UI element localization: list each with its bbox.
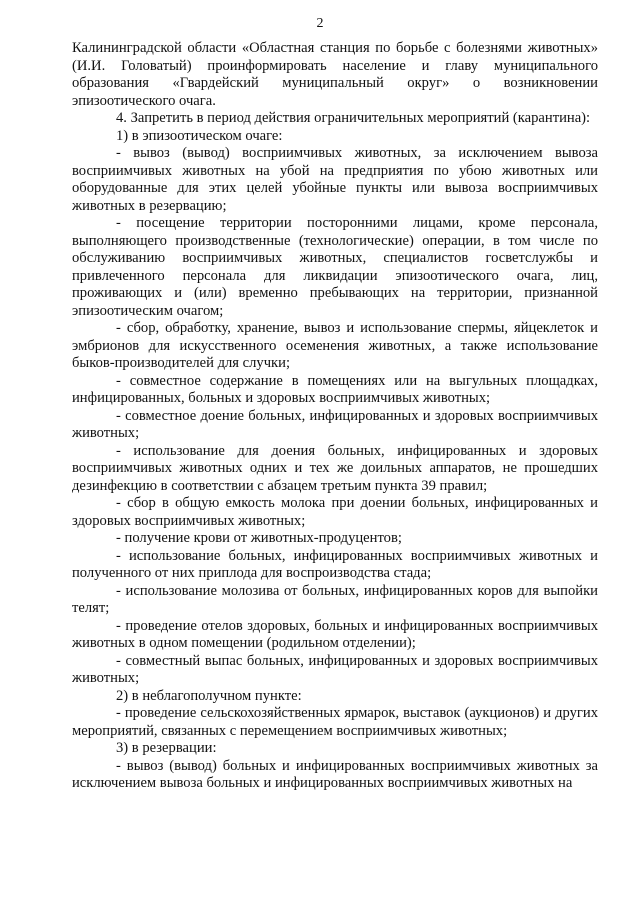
- paragraph-8: - совместное доение больных, инфицированных и здоровых восприимчивых животных;: [72, 407, 598, 441]
- paragraph-6: - сбор, обработку, хранение, вывоз и использование спермы, яйцеклеток и эмбрионов для искусственного осеменения животных, а также использование быков-производителей для случки;: [72, 320, 598, 371]
- page-number: 2: [316, 16, 324, 31]
- paragraph-11: - получение крови от животных-продуцентов;: [116, 530, 402, 546]
- paragraph-13: - использование молозива от больных, инфицированных коров для выпойки телят;: [72, 582, 598, 616]
- paragraph-19: - вывоз (вывод) больных и инфицированных восприимчивых животных за исключением вывоза больных и инфицированных восприимчивых животных на: [72, 757, 598, 791]
- paragraph-14: - проведение отелов здоровых, больных и инфицированных восприимчивых животных в одном помещении (родильном отделении);: [72, 617, 598, 651]
- paragraph-16: 2) в неблагополучном пункте:: [116, 687, 302, 704]
- paragraph-2: 4. Запретить в период действия ограничительных мероприятий (карантина):: [116, 110, 591, 126]
- paragraph-1: Калининградской области «Областная станция по борьбе с болезнями животных» (И.И. Головатый) проинформировать население и главу муниципального образования «Гвардейский муниципальный округ» о возникновении эпизоотического очага.: [72, 40, 598, 109]
- paragraph-10: - сбор в общую емкость молока при доении больных, инфицированных и здоровых восприимчивых животных;: [72, 495, 598, 529]
- paragraph-17: - проведение сельскохозяйственных ярмарок, выставок (аукционов) и других мероприятий, связанных с перемещением восприимчивых животных;: [72, 705, 598, 739]
- paragraph-4: - вывоз (вывод) восприимчивых животных, за исключением вывоза восприимчивых животных на убой на предприятия по убою животных или оборудованные для этих целей убойные пункты или вывоза восприимчивых животных в резервацию;: [72, 145, 598, 214]
- paragraph-7: - совместное содержание в помещениях или на выгульных площадках, инфицированных, больных и здоровых восприимчивых животных;: [72, 372, 598, 406]
- paragraph-12: - использование больных, инфицированных восприимчивых животных и полученного от них приплода для воспроизводства стада;: [72, 547, 598, 581]
- document-body: [72, 40, 598, 793]
- paragraph-3: 1) в эпизоотическом очаге:: [116, 127, 283, 144]
- paragraph-18: 3) в резервации:: [116, 740, 217, 756]
- paragraph-9: - использование для доения больных, инфицированных и здоровых восприимчивых животных одних и тех же доильных аппаратов, не прошедших дезинфекцию в соответствии с абзацем третьим пункта 39 правил;: [72, 442, 598, 494]
- paragraph-5: - посещение территории посторонними лицами, кроме персонала, выполняющего производственные (технологические) операции, в том числе по обслуживанию восприимчивых животных, специалистов госветслужбы и привлеченного персонала для ликвидации эпизоотического очага, лиц, проживающих и (или) временно пребывающих на территории, признанной эпизоотическим очагом;: [72, 215, 598, 319]
- paragraph-15: - совместный выпас больных, инфицированных и здоровых восприимчивых животных;: [72, 652, 598, 686]
